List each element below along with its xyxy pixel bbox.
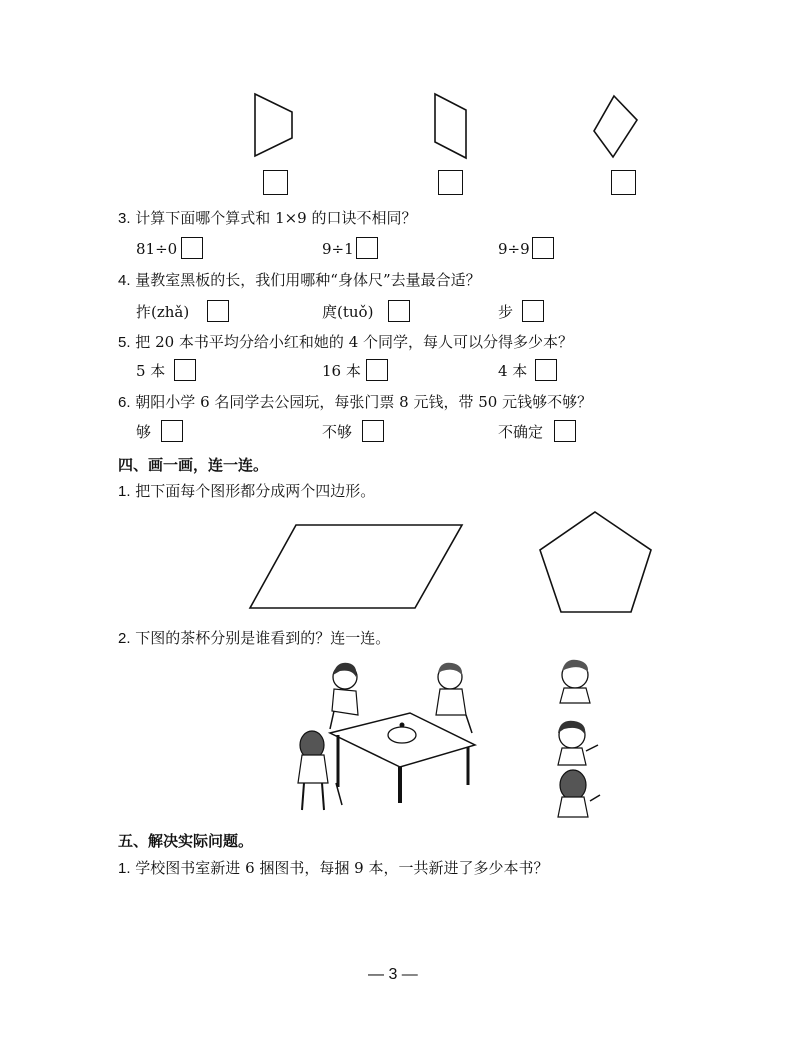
question-5-text: 把 20 本书平均分给小红和她的 4 个同学，每人可以分得多少本？	[135, 333, 574, 351]
question-4	[118, 270, 481, 291]
section-5-question-1-number: 1.	[118, 860, 131, 877]
teapot	[388, 727, 416, 743]
q3-answer-box-3[interactable]	[532, 237, 554, 259]
q3-answer-box-1[interactable]	[181, 237, 203, 259]
rhombus-shape	[594, 96, 637, 157]
q5-answer-box-2[interactable]	[366, 359, 388, 381]
q3-answer-box-2[interactable]	[356, 237, 378, 259]
q6-answer-box-1[interactable]	[161, 420, 183, 442]
q4-option-2: 庹(tuǒ)	[322, 303, 374, 321]
q4-option-1: 拃(zhǎ)	[136, 303, 190, 321]
table-illustration	[290, 655, 490, 820]
girl-back-figure-head	[560, 770, 586, 800]
q4-answer-box-2[interactable]	[388, 300, 410, 322]
q5-option-1: 5 本	[136, 362, 166, 380]
page-number: — 3 —	[368, 966, 418, 983]
q6-option-2: 不够	[322, 423, 353, 441]
q6-answer-box-2[interactable]	[362, 420, 384, 442]
answer-box-shape-1[interactable]	[263, 170, 288, 195]
question-5-number: 5.	[118, 334, 131, 351]
large-parallelogram-shape	[250, 525, 462, 608]
section-4-title: 四、画一画，连一连。	[118, 456, 269, 474]
section-4-question-2	[118, 628, 390, 649]
section-5-title: 五、解决实际问题。	[118, 832, 254, 850]
section-4-question-2-text: 下图的茶杯分别是谁看到的？连一连。	[135, 629, 391, 647]
question-6-text: 朝阳小学 6 名同学去公园玩，每张门票 8 元钱，带 50 元钱够不够？	[135, 393, 593, 411]
question-6	[118, 392, 592, 413]
q6-answer-box-3[interactable]	[554, 420, 576, 442]
trapezoid-shape	[255, 94, 292, 156]
pentagon-shape	[540, 512, 651, 612]
q3-option-3: 9÷9	[498, 240, 530, 258]
question-3-number: 3.	[118, 210, 131, 227]
q6-option-3: 不确定	[498, 423, 544, 441]
section-4-question-1-text: 把下面每个图形都分成两个四边形。	[135, 482, 376, 500]
q3-option-2: 9÷1	[322, 240, 354, 258]
parallelogram-shape	[435, 94, 466, 158]
q5-option-3: 4 本	[498, 362, 528, 380]
question-5	[118, 332, 573, 353]
q3-option-1: 81÷0	[136, 240, 178, 258]
question-4-text: 量教室黑板的长，我们用哪种“身体尺”去量最合适？	[135, 271, 481, 289]
section-5-question-1	[118, 858, 548, 879]
top-shapes	[0, 0, 794, 210]
question-3	[118, 208, 417, 229]
question-4-number: 4.	[118, 272, 131, 289]
q4-answer-box-1[interactable]	[207, 300, 229, 322]
answer-box-shape-3[interactable]	[611, 170, 636, 195]
section-5-question-1-text: 学校图书室新进 6 捆图书，每捆 9 本，一共新进了多少本书？	[135, 859, 549, 877]
question-3-text: 计算下面哪个算式和 1×9 的口诀不相同？	[135, 209, 417, 227]
question-6-number: 6.	[118, 394, 131, 411]
q5-answer-box-3[interactable]	[535, 359, 557, 381]
section-4-question-1-number: 1.	[118, 483, 131, 500]
viewer-figures	[540, 655, 610, 825]
q5-answer-box-1[interactable]	[174, 359, 196, 381]
q5-option-2: 16 本	[322, 362, 361, 380]
divide-shapes	[0, 500, 794, 625]
answer-box-shape-2[interactable]	[438, 170, 463, 195]
q4-answer-box-3[interactable]	[522, 300, 544, 322]
q4-option-3: 步	[498, 303, 514, 321]
section-4-question-1	[118, 481, 375, 502]
q6-option-1: 够	[136, 423, 152, 441]
section-4-question-2-number: 2.	[118, 630, 131, 647]
